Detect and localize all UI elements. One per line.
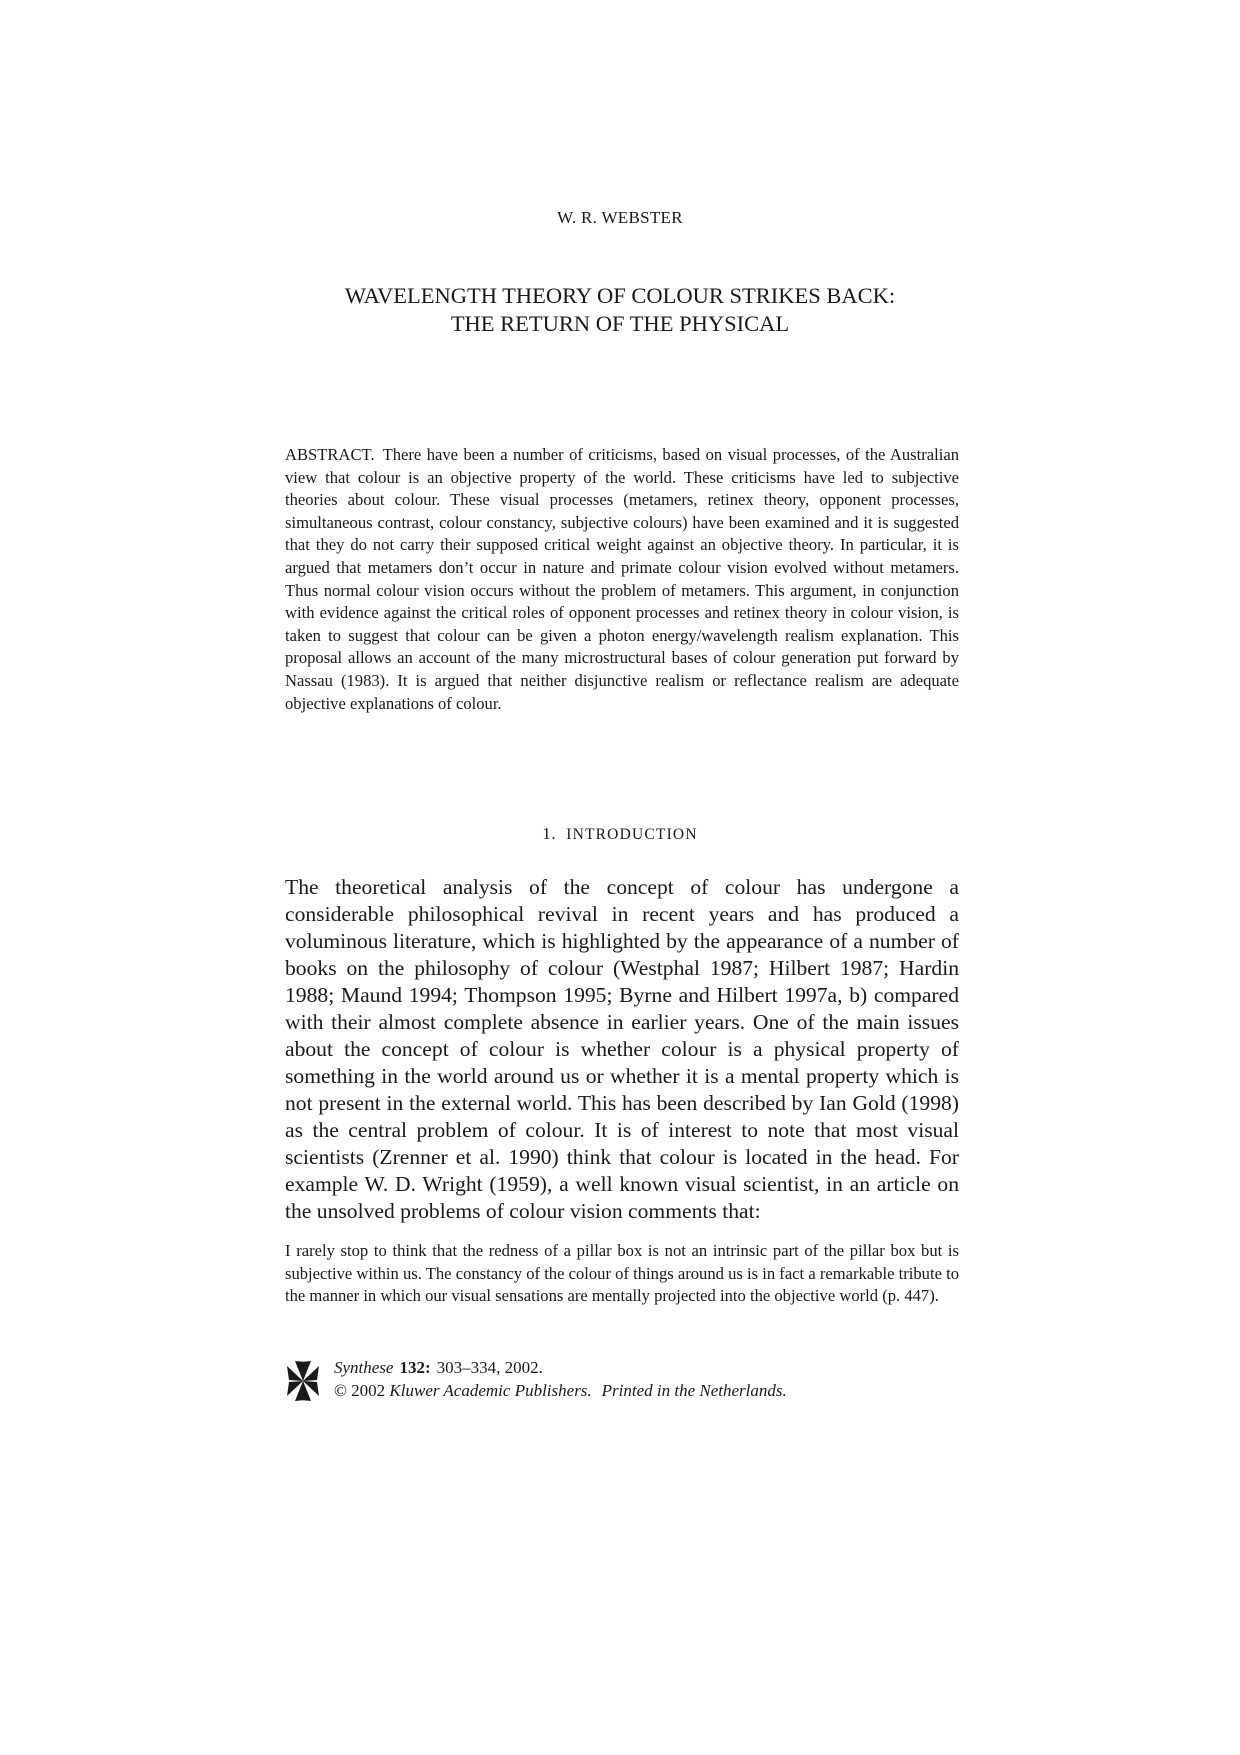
- journal-volume: 132:: [399, 1358, 431, 1377]
- block-quote: I rarely stop to think that the redness of a pillar box is not an intrinsic part of the pillar box but is subjective within us. The constancy of the colour of things around us is in fact a remarkable tribute to the manner in which our visual sensations are mentally projected into the objective world (p. 447).: [285, 1241, 959, 1306]
- citation-line: [334, 1356, 787, 1379]
- citation-lines: [334, 1356, 787, 1402]
- kluwer-star-logo-icon: [285, 1360, 321, 1402]
- printed-location: Printed in the Netherlands.: [601, 1381, 787, 1400]
- publisher-name: Kluwer Academic Publishers.: [389, 1381, 592, 1400]
- author-name: W. R. WEBSTER: [557, 208, 683, 227]
- copyright-line: [334, 1379, 787, 1402]
- copyright-text: © 2002: [334, 1381, 386, 1400]
- abstract-label: ABSTRACT.: [285, 445, 375, 464]
- section-number: 1.: [542, 824, 557, 843]
- journal-name: Synthese: [334, 1358, 394, 1377]
- paper-title: [0, 282, 1240, 338]
- publication-footer: [285, 1356, 959, 1416]
- paper-title-line-1: WAVELENGTH THEORY OF COLOUR STRIKES BACK:: [344, 283, 896, 308]
- abstract: [285, 444, 959, 715]
- section-heading: [0, 824, 1240, 844]
- journal-pages: 303–334, 2002.: [436, 1358, 543, 1377]
- section-title: INTRODUCTION: [566, 826, 698, 843]
- paper-title-line-2: THE RETURN OF THE PHYSICAL: [450, 311, 790, 336]
- intro-paragraph: The theoretical analysis of the concept of colour has undergone a considerable philosophical revival in recent years and has produced a voluminous literature, which is highlighted by the appearance of a number of books on the philosophy of colour (Westphal 1987; Hilbert 1987; Hardin 1988; Maund 1994; Thompson 1995; Byrne and Hilbert 1997a, b) compared with their almost complete absence in earlier years. One of the main issues about the concept of colour is whether colour is a physical property of something in the world around us or whether it is a mental property which is not present in the external world. This has been described by Ian Gold (1998) as the central problem of colour. It is of interest to note that most visual scientists (Zrenner et al. 1990) think that colour is located in the head. For example W. D. Wright (1959), a well known visual scientist, in an article on the unsolved problems of colour vision comments that:: [285, 875, 959, 1223]
- abstract-text: There have been a number of criticisms, based on visual processes, of the Australian view that colour is an objective property of the world. These criticisms have led to subjective theories about colour. These visual processes (metamers, retinex theory, opponent processes, simultaneous contrast, colour constancy, subjective colours) have been examined and it is suggested that they do not carry their supposed critical weight against an objective theory. In particular, it is argued that metamers don’t occur in nature and primate colour vision evolved without metamers. Thus normal colour vision occurs without the problem of metamers. This argument, in conjunction with evidence against the critical roles of opponent processes and retinex theory in colour vision, is taken to suggest that colour can be given a photon energy/wavelength realism explanation. This proposal allows an account of the many microstructural bases of colour generation put forward by Nassau (1983). It is argued that neither disjunctive realism or reflectance realism are adequate objective explanations of colour.: [285, 445, 959, 713]
